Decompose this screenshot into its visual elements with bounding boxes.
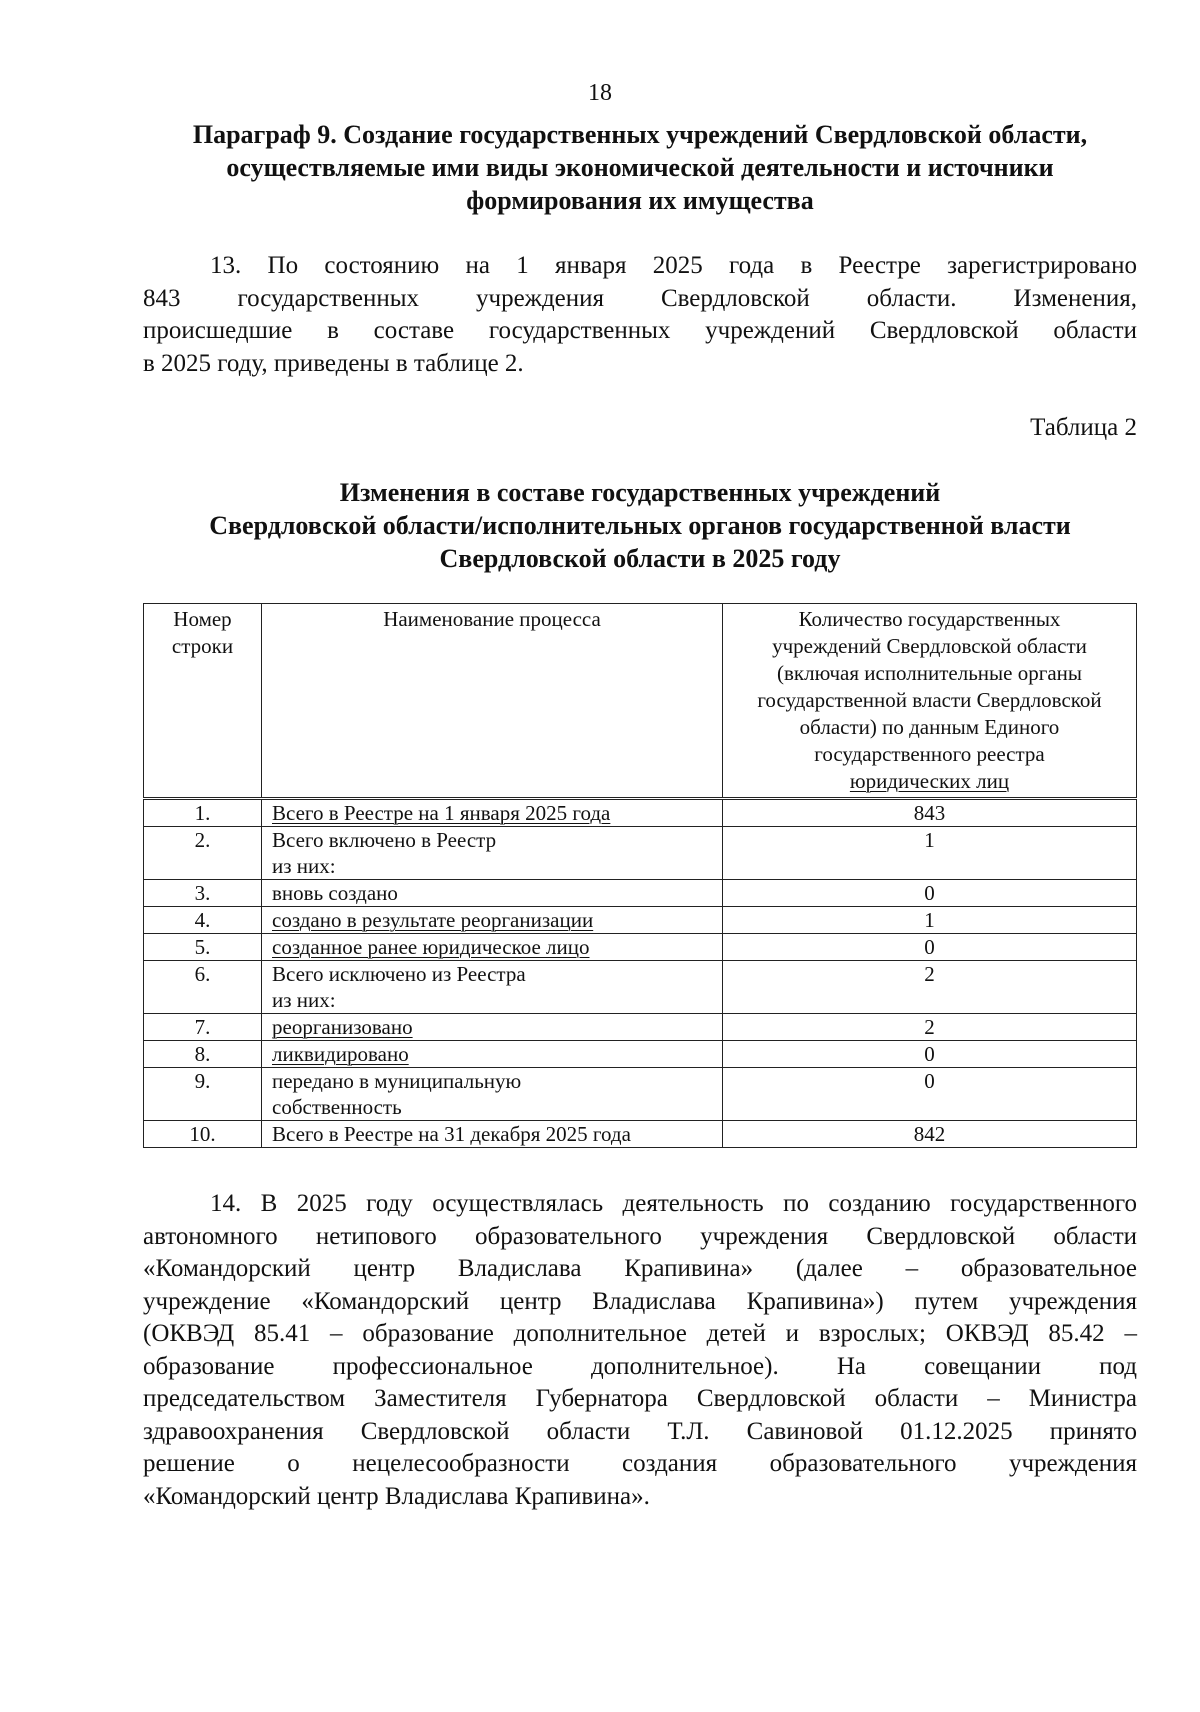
section-heading bbox=[140, 118, 1140, 217]
row-count: 0 bbox=[723, 1068, 1137, 1121]
row-process-name: Всего в Реестре на 31 декабря 2025 года bbox=[262, 1121, 723, 1148]
table-title bbox=[140, 476, 1140, 575]
row-process-name: Всего в Реестре на 1 января 2025 года bbox=[262, 799, 723, 827]
row-number: 3. bbox=[144, 880, 262, 907]
header-row-number: Номер строки bbox=[144, 604, 262, 799]
row-count: 2 bbox=[723, 961, 1137, 1014]
row-number: 10. bbox=[144, 1121, 262, 1148]
row-count: 1 bbox=[723, 907, 1137, 934]
paragraph-line: образование профессиональное дополнительное). На совещании под bbox=[143, 1352, 1137, 1380]
table-row bbox=[144, 1121, 1137, 1148]
row-count: 2 bbox=[723, 1014, 1137, 1041]
header-count: Количество государственных учреждений Свердловской области (включая исполнительные органы государственной власти Свердловской области) по данным Единого государственного реестра юридических лиц bbox=[723, 604, 1137, 799]
paragraph-line: председательством Заместителя Губернатора Свердловской области – Министра bbox=[143, 1385, 1137, 1412]
registry-changes-table bbox=[143, 603, 1137, 1148]
paragraph-line: решение о нецелесообразности создания образовательного учреждения bbox=[143, 1450, 1137, 1477]
row-number: 4. bbox=[144, 907, 262, 934]
row-process-name: созданное ранее юридическое лицо bbox=[262, 934, 723, 961]
row-process-name: ликвидировано bbox=[262, 1041, 723, 1068]
paragraph-line: здравоохранения Свердловской области Т.Л. Савиновой 01.12.2025 принято bbox=[143, 1417, 1137, 1445]
paragraph-line: учреждение «Командорский центр Владислава Крапивина») путем учреждения bbox=[143, 1287, 1137, 1315]
row-number: 8. bbox=[144, 1041, 262, 1068]
row-number: 9. bbox=[144, 1068, 262, 1121]
paragraph-line: (ОКВЭД 85.41 – образование дополнительное детей и взрослых; ОКВЭД 85.42 – bbox=[143, 1320, 1137, 1347]
table-row bbox=[144, 961, 1137, 1014]
table-row bbox=[144, 907, 1137, 934]
table-label: Таблица 2 bbox=[1030, 414, 1137, 441]
row-count: 842 bbox=[723, 1121, 1137, 1148]
table-header-row bbox=[144, 604, 1137, 799]
table-title-line: Изменения в составе государственных учреждений bbox=[339, 478, 941, 507]
paragraph-line: автономного нетипового образовательного учреждения Свердловской области bbox=[143, 1222, 1137, 1250]
row-process-name: вновь создано bbox=[262, 880, 723, 907]
row-number: 6. bbox=[144, 961, 262, 1014]
paragraph-line: 843 государственных учреждения Свердловской области. Изменения, bbox=[143, 284, 1137, 312]
paragraph-line: 14. В 2025 году осуществлялась деятельность по созданию государственного bbox=[210, 1190, 1137, 1217]
row-process-name: передано в муниципальную собственность bbox=[262, 1068, 723, 1121]
row-number: 2. bbox=[144, 827, 262, 880]
row-process-name: реорганизовано bbox=[262, 1014, 723, 1041]
table-title-line: Свердловской области в 2025 году bbox=[439, 544, 841, 573]
table-row bbox=[144, 799, 1137, 827]
row-number: 7. bbox=[144, 1014, 262, 1041]
section-heading-line: Параграф 9. Создание государственных учреждений Свердловской области, bbox=[192, 120, 1088, 149]
page-number: 18 bbox=[588, 80, 612, 106]
paragraph-14 bbox=[143, 1188, 1137, 1513]
table-row bbox=[144, 1041, 1137, 1068]
section-heading-line: осуществляемые ими виды экономической деятельности и источники bbox=[226, 153, 1054, 182]
row-count: 0 bbox=[723, 1041, 1137, 1068]
table-title-line: Свердловской области/исполнительных органов государственной власти bbox=[209, 511, 1071, 540]
paragraph-line: «Командорский центр Владислава Крапивина» (далее – образовательное bbox=[143, 1255, 1137, 1282]
paragraph-13 bbox=[143, 250, 1137, 380]
paragraph-line: 13. По состоянию на 1 января 2025 года в Реестре зарегистрировано bbox=[210, 252, 1137, 279]
row-number: 5. bbox=[144, 934, 262, 961]
row-number: 1. bbox=[144, 799, 262, 827]
section-heading-line: формирования их имущества bbox=[466, 186, 814, 215]
row-count: 0 bbox=[723, 934, 1137, 961]
row-process-name: Всего исключено из Реестра из них: bbox=[262, 961, 723, 1014]
table-row bbox=[144, 1068, 1137, 1121]
row-process-name: Всего включено в Реестр из них: bbox=[262, 827, 723, 880]
paragraph-line: «Командорский центр Владислава Крапивина». bbox=[143, 1482, 650, 1510]
header-process-name: Наименование процесса bbox=[262, 604, 723, 799]
row-count: 1 bbox=[723, 827, 1137, 880]
row-process-name: создано в результате реорганизации bbox=[262, 907, 723, 934]
paragraph-line: происшедшие в составе государственных учреждений Свердловской области bbox=[143, 317, 1137, 344]
table-row bbox=[144, 934, 1137, 961]
row-count: 843 bbox=[723, 799, 1137, 827]
table-row bbox=[144, 827, 1137, 880]
row-count: 0 bbox=[723, 880, 1137, 907]
table-row bbox=[144, 880, 1137, 907]
table-row bbox=[144, 1014, 1137, 1041]
paragraph-line: в 2025 году, приведены в таблице 2. bbox=[143, 349, 524, 377]
